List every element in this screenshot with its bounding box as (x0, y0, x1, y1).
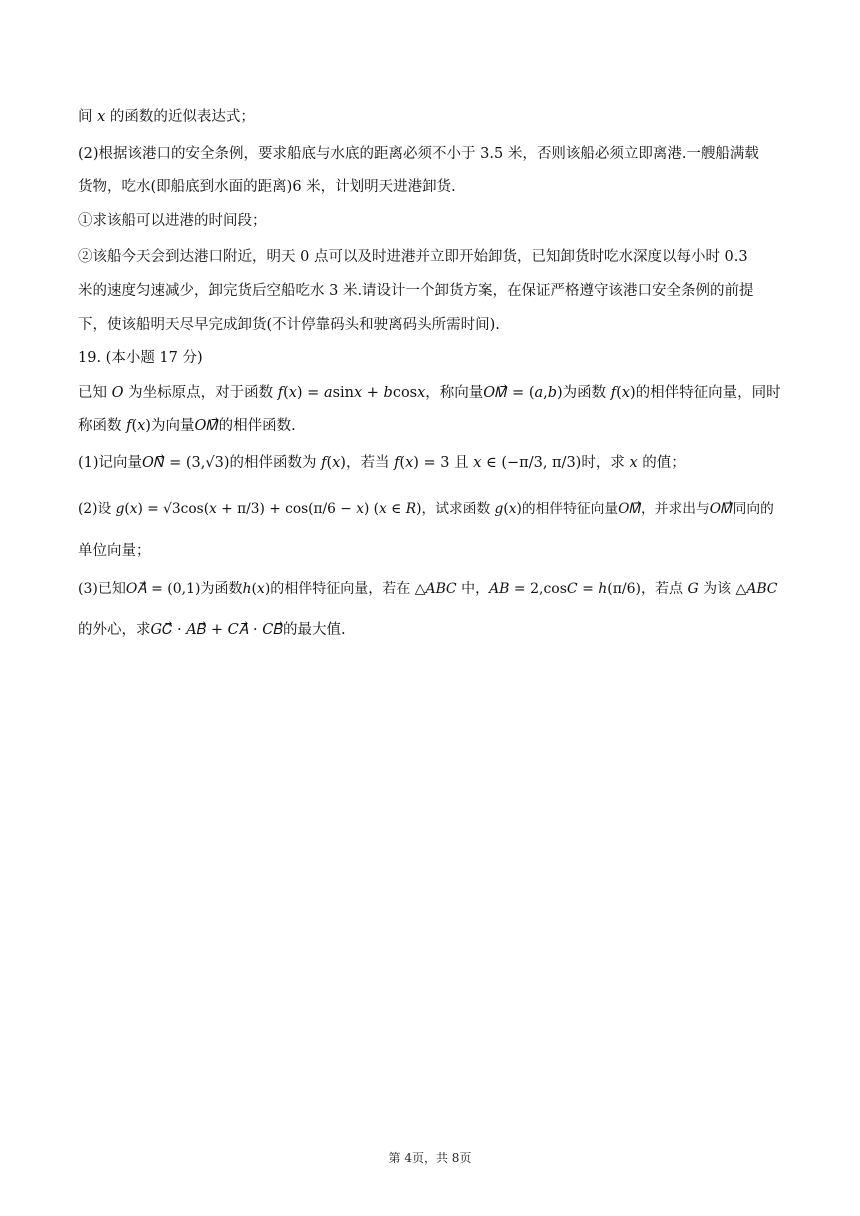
text-line: (2)根据该港口的安全条例，要求船底与水底的距离必须不小于 3.5 米，否则该船必须立即离港.一艘船满载 (78, 146, 759, 162)
text-line: 称函数 𝑓(𝑥)为向量𝑂𝑀⃗的相伴函数. (78, 418, 296, 434)
text-line: 间 𝑥 的函数的近似表达式； (78, 109, 255, 125)
page-footer: 第 4页，共 8页 (388, 1151, 472, 1165)
text-line: (2)设 𝑔(𝑥) = √3cos(𝑥 + π/3) + cos(π/6 − 𝑥) (𝑥 ∈ 𝑅)，试求函数 𝑔(𝑥)的相伴特征向量𝑂𝑀⃗，并求出与𝑂𝑀⃗同向的 (78, 501, 774, 517)
text-line: ①求该船可以进港的时间段； (78, 213, 267, 229)
text-line: 货物，吃水(即船底到水面的距离)6 米，计划明天进港卸货. (78, 179, 456, 195)
text-line: ②该船今天会到达港口附近，明天 0 点可以及时进港并立即开始卸货，已知卸货时吃水深度以每小时 0.3 (78, 249, 748, 265)
text-line: 米的速度匀速减少，卸完货后空船吃水 3 米.请设计一个卸货方案，在保证严格遵守该港口安全条例的前提 (78, 283, 754, 299)
text-line: (1)记向量𝑂𝑁⃗ = (3,√3)的相伴函数为 𝑓(𝑥)，若当 𝑓(𝑥) = 3 且 𝑥 ∈ (−π/3, π/3)时，求 𝑥 的值； (78, 455, 686, 471)
text-line: 已知 𝑂 为坐标原点，对于函数 𝑓(𝑥) = 𝑎sin𝑥 + 𝑏cos𝑥，称向量𝑂𝑀⃗ = (𝑎,𝑏)为函数 𝑓(𝑥)的相伴特征向量，同时 (78, 385, 781, 401)
text-line: 单位向量； (78, 543, 151, 559)
text-line: 下，使该船明天尽早完成卸货(不计停靠码头和驶离码头所需时间). (78, 317, 500, 333)
text-line: (3)已知𝑂𝐴⃗ = (0,1)为函数ℎ(𝑥)的相伴特征向量，若在 △𝐴𝐵𝐶 中，𝐴𝐵 = 2,cos𝐶 = ℎ(π/6)，若点 𝐺 为该 △𝐴𝐵𝐶 (78, 581, 778, 597)
problem-heading: 19. (本小题 17 分) (78, 350, 203, 366)
text-line: 的外心，求𝐺𝐶⃗ · 𝐴𝐵⃗ + 𝐶𝐴⃗ · 𝐶𝐵⃗的最大值. (78, 622, 346, 638)
